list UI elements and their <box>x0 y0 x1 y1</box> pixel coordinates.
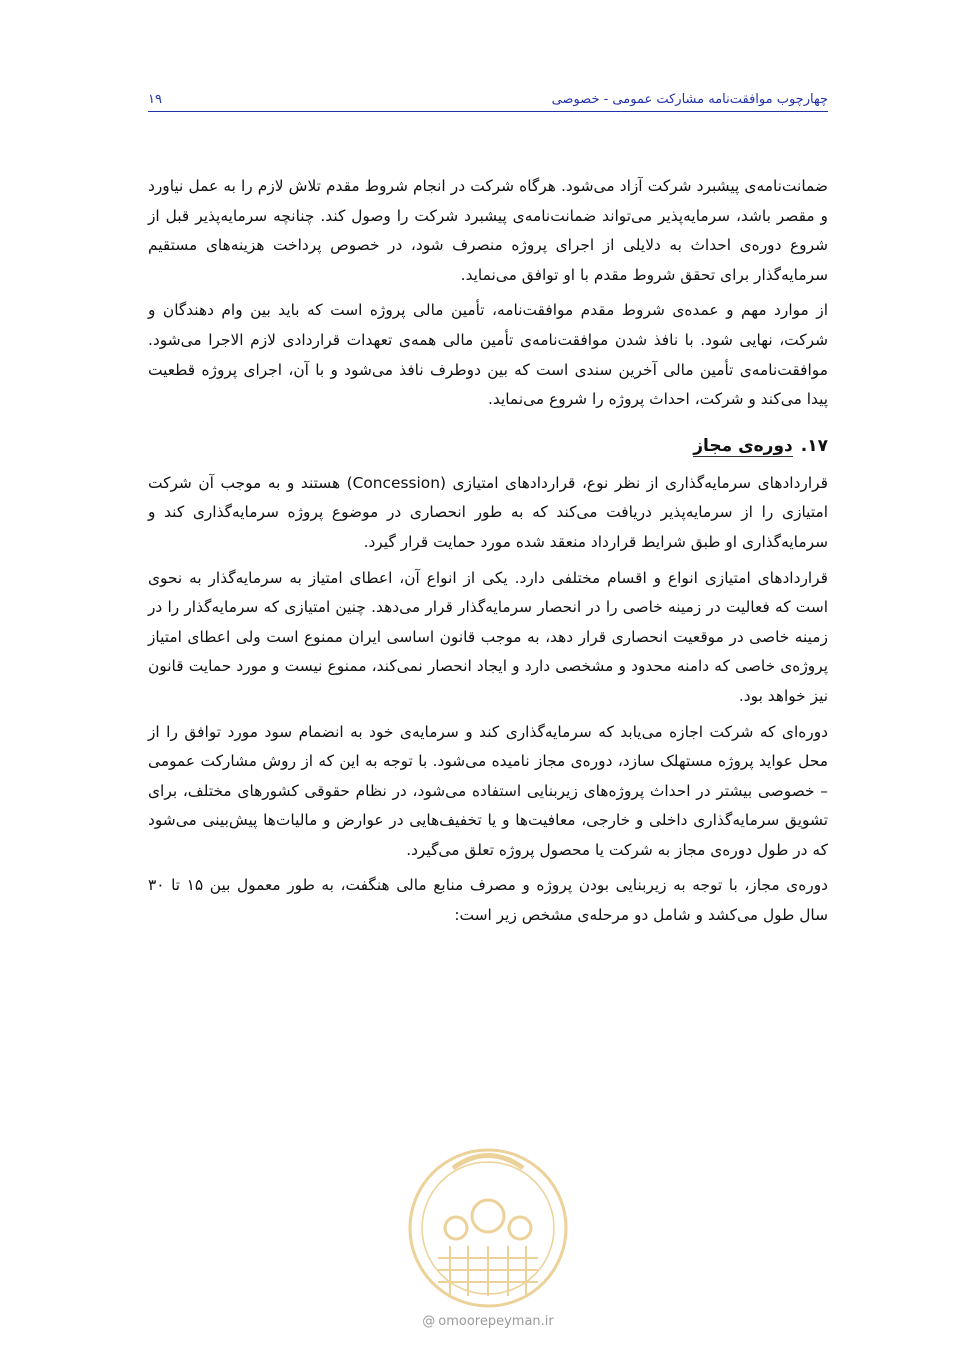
paragraph: قراردادهای سرمایه‌گذاری از نظر نوع، قراردادهای امتیازی (Concession) هستند و به موجب آن شرکت امتیازی را از سرمایه‌پذیر دریافت می‌کند که به طور انحصاری در موضوع پروژه سرمایه‌گذاری کند و سرمایه‌گذاری او طبق شرایط قرارداد منعقد شده مورد حمایت قرار گیرد. <box>148 473 828 551</box>
page-number: ۱۹ <box>148 92 162 107</box>
publisher-logo-watermark <box>398 1128 578 1328</box>
body-text <box>148 172 828 937</box>
paragraph: از موارد مهم و عمده‌ی شروط مقدم موافقت‌نامه، تأمین مالی پروژه است که باید بین وام دهندگان و شرکت، نهایی شود. با نافذ شدن موافقت‌نامه‌ی تأمین مالی همه‌ی تعهدات قراردادی لازم الاجرا می‌شود. موافقت‌نامه‌ی تأمین مالی آخرین سندی است که بین دوطرف نافذ می‌شود و با آن، اجرای پروژه قطعیت پیدا می‌کند و شرکت، احداث پروژه را شروع می‌نماید. <box>148 301 828 409</box>
paragraph: دوره‌ی مجاز، با توجه به زیربنایی بودن پروژه و مصرف منابع مالی هنگفت، به طور معمول بین ۱۵ تا ۳۰ سال طول می‌کشد و شامل دو مرحله‌ی مشخص زیر است: <box>148 876 828 925</box>
section-heading <box>148 431 828 461</box>
at-icon: @ <box>422 1314 436 1329</box>
running-header <box>148 84 828 112</box>
watermark-url: omoorepeyman.ir <box>438 1314 554 1329</box>
paragraph: دوره‌ای که شرکت اجازه می‌یابد که سرمایه‌گذاری کند و سرمایه‌ی خود به انضمام سود مورد توافق را از محل عواید پروژه مستهلک سازد، دوره‌ی مجاز نامیده می‌شود. با توجه به این که از روش مشارکت عمومی – خصوصی بیشتر در احداث پروژه‌های زیربنایی استفاده می‌شود، در نظام حقوقی کشورهای مختلف، برای تشویق سرمایه‌گذاری داخلی و خارجی، معافیت‌ها و یا تخفیف‌هایی در عوارض و مالیات‌ها پیش‌بینی می‌شود که در طول دوره‌ی مجاز به شرکت یا محصول پروژه تعلق می‌گیرد. <box>148 722 828 859</box>
section-number: ۱۷. <box>800 435 828 456</box>
header-title: چهارچوب موافقت‌نامه مشارکت عمومی - خصوصی <box>551 92 828 107</box>
section-title: دوره‌ی مجاز <box>693 435 793 456</box>
paragraph: قراردادهای امتیازی انواع و اقسام مختلفی دارد. یکی از انواع آن، اعطای امتیاز به سرمایه‌گذار به نحوی است که فعالیت در زمینه خاصی را در انحصار سرمایه‌گذار قرار می‌دهد. چنین امتیازی که سرمایه‌گذار را در زمینه خاصی در موقعیت انحصاری قرار دهد، به موجب قانون اساسی ایران ممنوع است ولی اعطای امتیاز پروژه‌ی خاصی که دامنه محدود و مشخصی دارد و ایجاد انحصار نمی‌کند، ممنوع نیست و مورد حمایت قانون نیز خواهد بود. <box>148 568 828 705</box>
watermark-site <box>398 1314 578 1329</box>
paragraph: ضمانت‌نامه‌ی پیشبرد شرکت آزاد می‌شود. هرگاه شرکت در انجام شروط مقدم تلاش لازم را به عمل نیاورد و مقصر باشد، سرمایه‌پذیر می‌تواند ضمانت‌نامه‌ی پیشبرد شرکت را وصول کند. چنانچه سرمایه‌پذیر قبل از شروع دوره‌ی احداث به دلایلی از اجرای پروژه منصرف شود، در خصوص پرداخت هزینه‌های مستقیم سرمایه‌گذار برای تحقق شروط مقدم با او توافق می‌نماید. <box>148 177 828 284</box>
